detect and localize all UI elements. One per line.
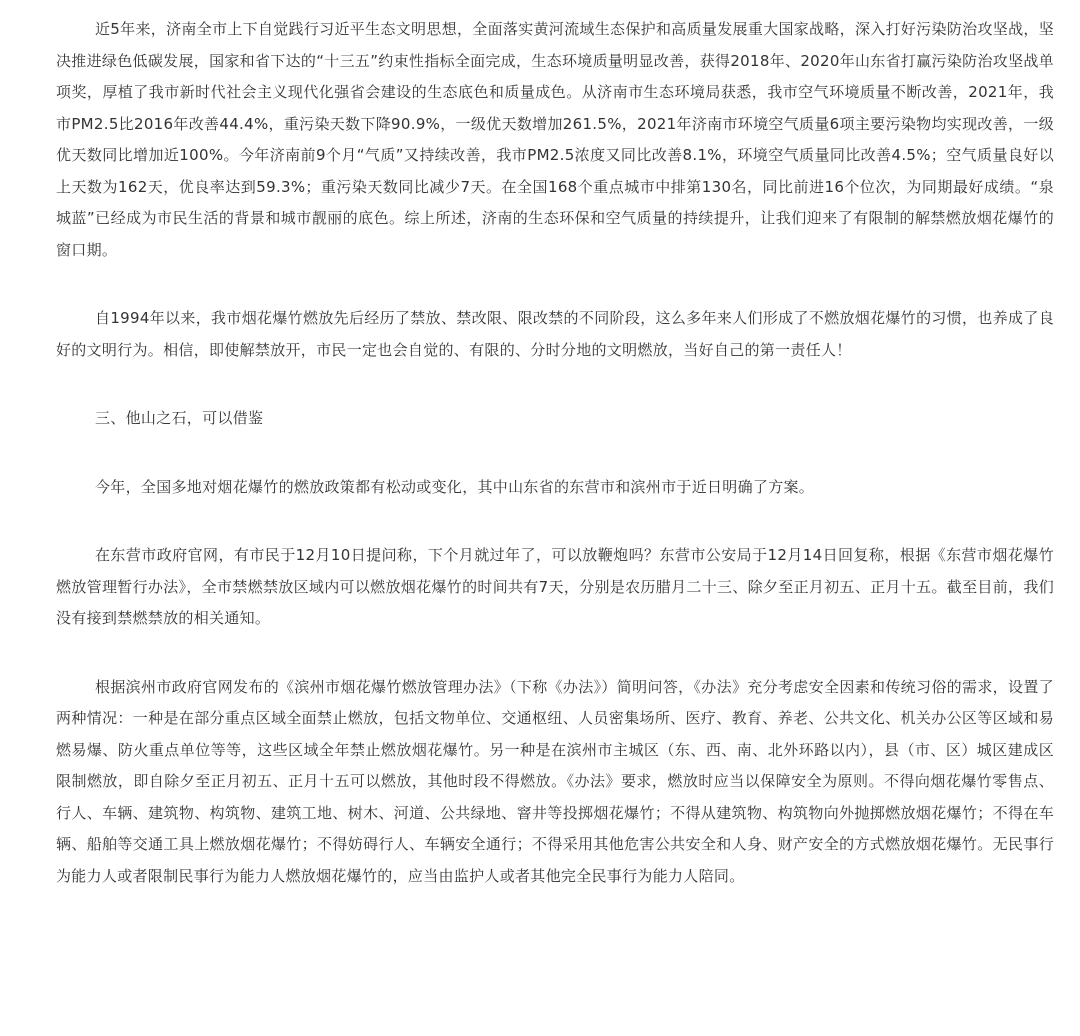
- paragraph-fireworks-history: 自1994年以来，我市烟花爆竹燃放先后经历了禁放、禁改限、限改禁的不同阶段，这么多年来人们形成了不燃放烟花爆竹的习惯，也养成了良好的文明行为。相信，即使解禁放开，市民一定也会自觉的、有限的、分时分地的文明燃放，当好自己的第一责任人！: [56, 309, 1054, 359]
- paragraph-binzhou: 根据滨州市政府官网发布的《滨州市烟花爆竹燃放管理办法》（下称《办法》）简明问答，《办法》充分考虑安全因素和传统习俗的需求，设置了两种情况：一种是在部分重点区域全面禁止燃放，包括文物单位、交通枢纽、人员密集场所、医疗、教育、养老、公共文化、机关办公区等区域和易燃易爆、防火重点单位等等，这些区域全年禁止燃放烟花爆竹。另一种是在滨州市主城区（东、西、南、北外环路以内），县（市、区）城区建成区限制燃放，即自除夕至正月初五、正月十五可以燃放，其他时段不得燃放。《办法》要求，燃放时应当以保障安全为原则。不得向烟花爆竹零售点、行人、车辆、建筑物、构筑物、建筑工地、树木、河道、公共绿地、窨井等投掷烟花爆竹；不得从建筑物、构筑物向外抛掷燃放烟花爆竹；不得在车辆、船舶等交通工具上燃放烟花爆竹；不得妨碍行人、车辆安全通行；不得采用其他危害公共安全和人身、财产安全的方式燃放烟花爆竹。无民事行为能力人或者限制民事行为能力人燃放烟花爆竹的，应当由监护人或者其他完全民事行为能力人陪同。: [56, 677, 1054, 885]
- paragraph-policy-changes: 今年，全国多地对烟花爆竹的燃放政策都有松动或变化，其中山东省的东营市和滨州市于近日明确了方案。: [95, 477, 815, 496]
- paragraph-dongying: 在东营市政府官网，有市民于12月10日提问称，下个月就过年了，可以放鞭炮吗？东营市公安局于12月14日回复称，根据《东营市烟花爆竹燃放管理暂行办法》，全市禁燃禁放区域内可以燃放烟花爆竹的时间共有7天，分别是农历腊月二十三、除夕至正月初五、正月十五。截至目前，我们没有接到禁燃禁放的相关通知。: [56, 546, 1054, 627]
- section-heading: 三、他山之石，可以借鉴: [95, 409, 264, 427]
- paragraph-air-quality: 近5年来，济南全市上下自觉践行习近平生态文明思想，全面落实黄河流域生态保护和高质量发展重大国家战略，深入打好污染防治攻坚战，坚决推进绿色低碳发展，国家和省下达的“十三五”约束性指标全面完成，生态环境质量明显改善，获得2018年、2020年山东省打赢污染防治攻坚战单项奖，厚植了我市新时代社会主义现代化强省会建设的生态底色和质量成色。从济南市生态环境局获悉，我市空气环境质量不断改善，2021年，我市PM2.5比2016年改善44.4%，重污染天数下降90.9%，一级优天数增加261.5%，2021年济南市环境空气质量6项主要污染物均实现改善，一级优天数同比增加近100%。今年济南前9个月“气质”又持续改善，我市PM2.5浓度又同比改善8.1%，环境空气质量同比改善4.5%；空气质量良好以上天数为162天，优良率达到59.3%；重污染天数同比减少7天。在全国168个重点城市中排第130名，同比前进16个位次，为同期最好成绩。“泉城蓝”已经成为市民生活的背景和城市靓丽的底色。综上所述，济南的生态环保和空气质量的持续提升，让我们迎来了有限制的解禁燃放烟花爆竹的窗口期。: [56, 20, 1054, 259]
